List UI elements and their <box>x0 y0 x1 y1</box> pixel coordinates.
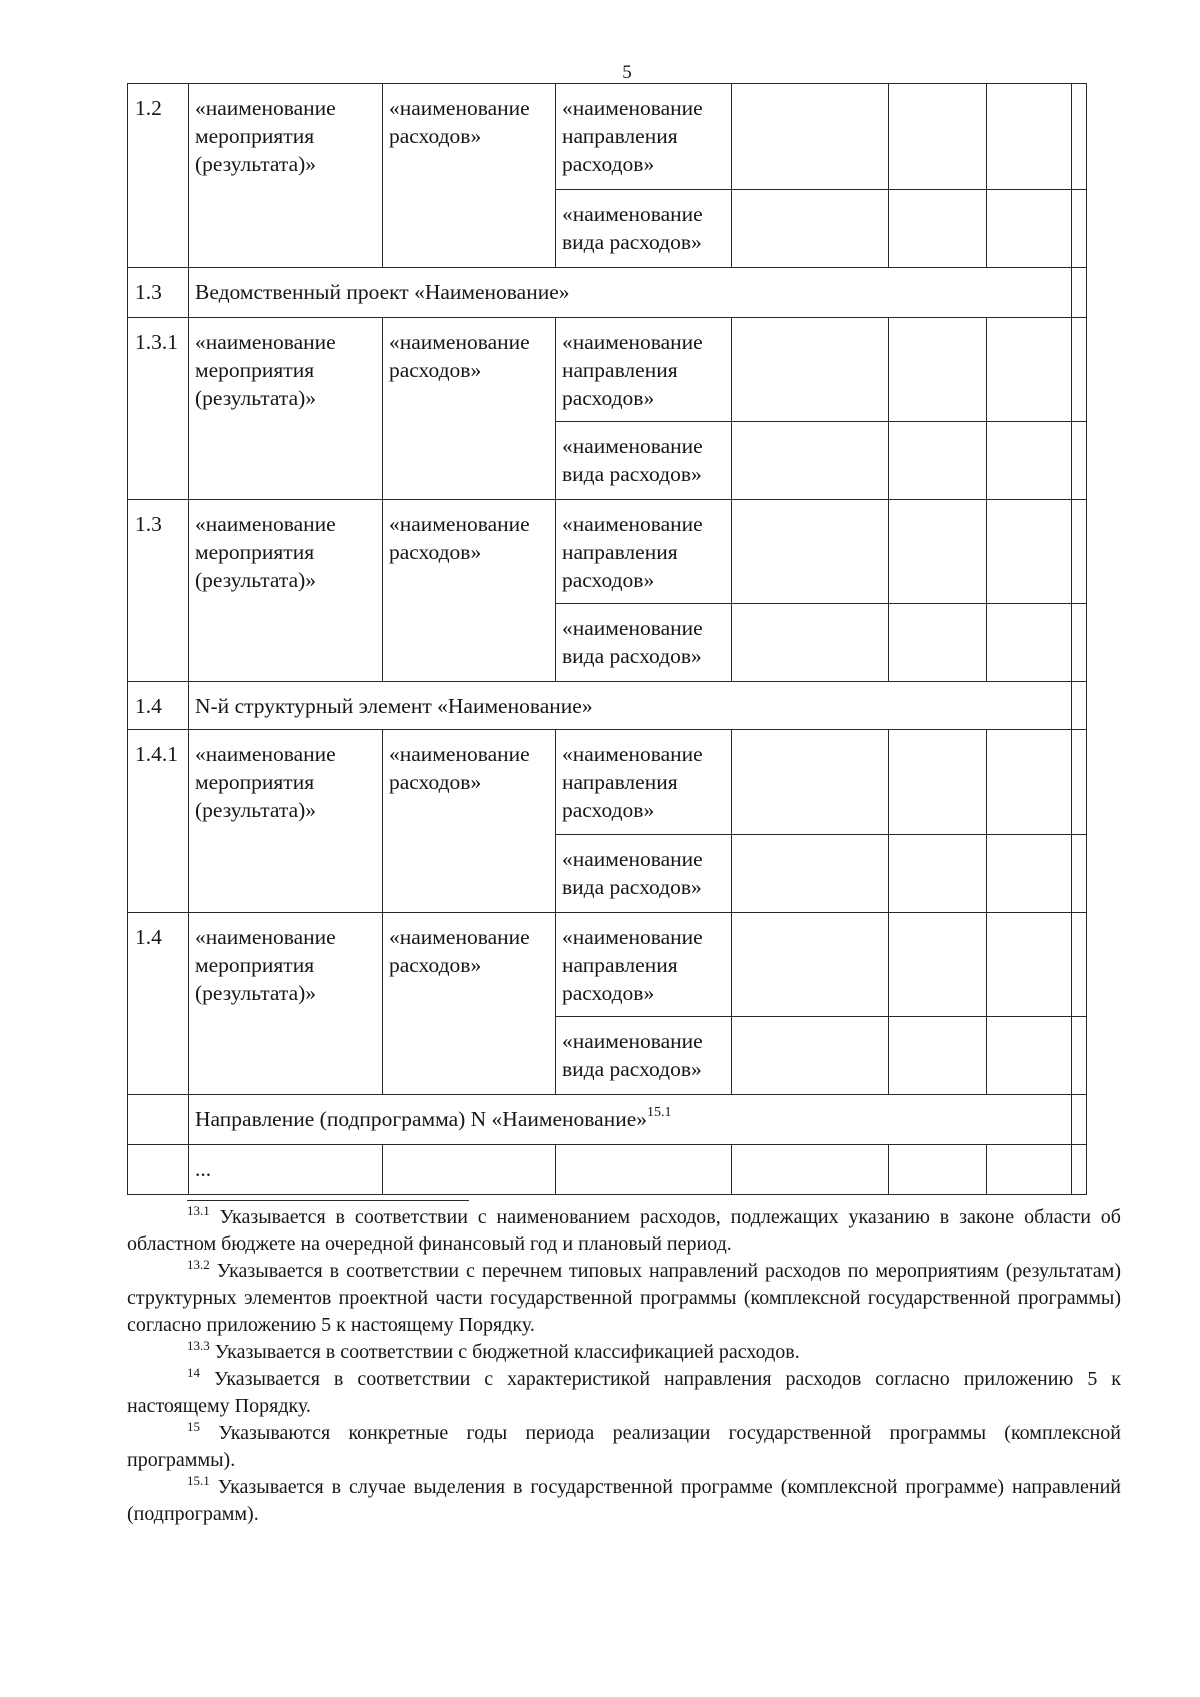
footnote-text: Указывается в случае выделения в государственной программе (комплексной программе) направлений (подпрограмм). <box>127 1476 1121 1525</box>
empty-cell <box>987 913 1072 1017</box>
empty-cell <box>732 500 889 604</box>
type-name-cell: «наименование вида расходов» <box>556 190 732 268</box>
footnote-mark: 15 <box>187 1419 200 1434</box>
row-number: 1.2 <box>128 84 189 268</box>
empty-cell <box>1072 835 1087 913</box>
event-name-cell: «наименование мероприятия (результата)» <box>189 500 383 682</box>
table-row <box>128 1145 1087 1195</box>
empty-cell <box>1072 190 1087 268</box>
empty-cell <box>889 84 987 190</box>
empty-cell <box>987 500 1072 604</box>
expense-name-cell: «наименование расходов» <box>383 730 556 913</box>
empty-cell <box>889 1017 987 1095</box>
empty-cell <box>1072 1095 1087 1145</box>
footnote <box>127 1258 1121 1339</box>
section-title-text: Направление (подпрограмма) N «Наименование» <box>195 1107 647 1131</box>
empty-cell <box>987 1017 1072 1095</box>
empty-cell <box>732 84 889 190</box>
empty-cell <box>732 190 889 268</box>
footnote-mark: 13.3 <box>187 1338 210 1353</box>
table-row <box>128 84 1087 190</box>
type-name-cell: «наименование вида расходов» <box>556 1017 732 1095</box>
empty-cell <box>1072 84 1087 190</box>
footnote <box>127 1339 1121 1366</box>
empty-cell <box>889 730 987 835</box>
event-name-cell: «наименование мероприятия (результата)» <box>189 84 383 268</box>
expense-name-cell: «наименование расходов» <box>383 913 556 1095</box>
row-number: 1.3 <box>128 268 189 318</box>
empty-cell <box>1072 500 1087 604</box>
footnote-text: Указывается в соответствии с характеристикой направления расходов согласно приложению 5 к настоящему Порядку. <box>127 1368 1121 1417</box>
row-number: 1.4 <box>128 913 189 1095</box>
footnote-divider <box>187 1200 469 1201</box>
empty-cell <box>889 318 987 422</box>
empty-cell <box>889 1145 987 1195</box>
section-title: Ведомственный проект «Наименование» <box>189 268 1072 318</box>
footnote-mark: 15.1 <box>187 1473 210 1488</box>
empty-cell <box>889 913 987 1017</box>
empty-cell <box>889 190 987 268</box>
footnote <box>127 1204 1121 1258</box>
footnote <box>127 1420 1121 1474</box>
expense-name-cell: «наименование расходов» <box>383 500 556 682</box>
empty-cell <box>987 835 1072 913</box>
row-number: 1.4 <box>128 682 189 730</box>
footnote-ref: 15.1 <box>647 1105 672 1120</box>
expense-name-cell: «наименование расходов» <box>383 84 556 268</box>
empty-cell <box>732 835 889 913</box>
row-number <box>128 1145 189 1195</box>
table-row <box>128 1095 1087 1145</box>
empty-cell <box>1072 1017 1087 1095</box>
footnote-text: Указывается в соответствии с наименованием расходов, подлежащих указанию в законе области об областном бюджете на очередной финансовый год и плановый период. <box>127 1206 1121 1255</box>
table-row <box>128 268 1087 318</box>
footnote-mark: 13.1 <box>187 1203 210 1218</box>
event-name-cell: «наименование мероприятия (результата)» <box>189 730 383 913</box>
footnote-text: Указывается в соответствии с перечнем типовых направлений расходов по мероприятиям (результатам) структурных элементов проектной части государственной программы (комплексной государственной программы) согласно приложению 5 к настоящему Порядку. <box>127 1260 1121 1336</box>
row-number: 1.3.1 <box>128 318 189 500</box>
section-title <box>189 1095 1072 1145</box>
direction-name-cell: «наименование направления расходов» <box>556 730 732 835</box>
empty-cell <box>732 422 889 500</box>
empty-cell <box>987 84 1072 190</box>
type-name-cell: «наименование вида расходов» <box>556 835 732 913</box>
empty-cell <box>556 1145 732 1195</box>
footnote <box>127 1366 1121 1420</box>
table-row <box>128 913 1087 1017</box>
type-name-cell: «наименование вида расходов» <box>556 604 732 682</box>
empty-cell <box>732 604 889 682</box>
empty-cell <box>732 1145 889 1195</box>
empty-cell <box>1072 422 1087 500</box>
empty-cell <box>1072 682 1087 730</box>
ellipsis-cell: ... <box>189 1145 383 1195</box>
empty-cell <box>732 318 889 422</box>
empty-cell <box>1072 268 1087 318</box>
footnote-text: Указывается в соответствии с бюджетной классификацией расходов. <box>214 1341 800 1363</box>
empty-cell <box>987 604 1072 682</box>
section-title: N-й структурный элемент «Наименование» <box>189 682 1072 730</box>
empty-cell <box>1072 604 1087 682</box>
empty-cell <box>889 604 987 682</box>
footnote <box>127 1474 1121 1528</box>
empty-cell <box>987 730 1072 835</box>
empty-cell <box>1072 1145 1087 1195</box>
event-name-cell: «наименование мероприятия (результата)» <box>189 318 383 500</box>
direction-name-cell: «наименование направления расходов» <box>556 318 732 422</box>
table-row <box>128 730 1087 835</box>
footnote-mark: 13.2 <box>187 1257 210 1272</box>
empty-cell <box>732 913 889 1017</box>
event-name-cell: «наименование мероприятия (результата)» <box>189 913 383 1095</box>
empty-cell <box>889 835 987 913</box>
row-number <box>128 1095 189 1145</box>
type-name-cell: «наименование вида расходов» <box>556 422 732 500</box>
direction-name-cell: «наименование направления расходов» <box>556 84 732 190</box>
empty-cell <box>987 318 1072 422</box>
empty-cell <box>889 500 987 604</box>
row-number: 1.3 <box>128 500 189 682</box>
direction-name-cell: «наименование направления расходов» <box>556 500 732 604</box>
footnotes <box>127 1200 1121 1528</box>
expenses-table <box>127 83 1087 1195</box>
empty-cell <box>732 1017 889 1095</box>
empty-cell <box>1072 730 1087 835</box>
footnote-mark: 14 <box>187 1365 200 1380</box>
direction-name-cell: «наименование направления расходов» <box>556 913 732 1017</box>
empty-cell <box>987 190 1072 268</box>
table-row <box>128 682 1087 730</box>
row-number: 1.4.1 <box>128 730 189 913</box>
empty-cell <box>732 730 889 835</box>
empty-cell <box>889 422 987 500</box>
footnote-text: Указываются конкретные годы периода реализации государственной программы (комплексной программы). <box>127 1422 1122 1471</box>
table-row <box>128 500 1087 604</box>
empty-cell <box>987 1145 1072 1195</box>
table-row <box>128 318 1087 422</box>
empty-cell <box>383 1145 556 1195</box>
empty-cell <box>1072 913 1087 1017</box>
page-number: 5 <box>622 62 632 83</box>
empty-cell <box>987 422 1072 500</box>
expense-name-cell: «наименование расходов» <box>383 318 556 500</box>
empty-cell <box>1072 318 1087 422</box>
